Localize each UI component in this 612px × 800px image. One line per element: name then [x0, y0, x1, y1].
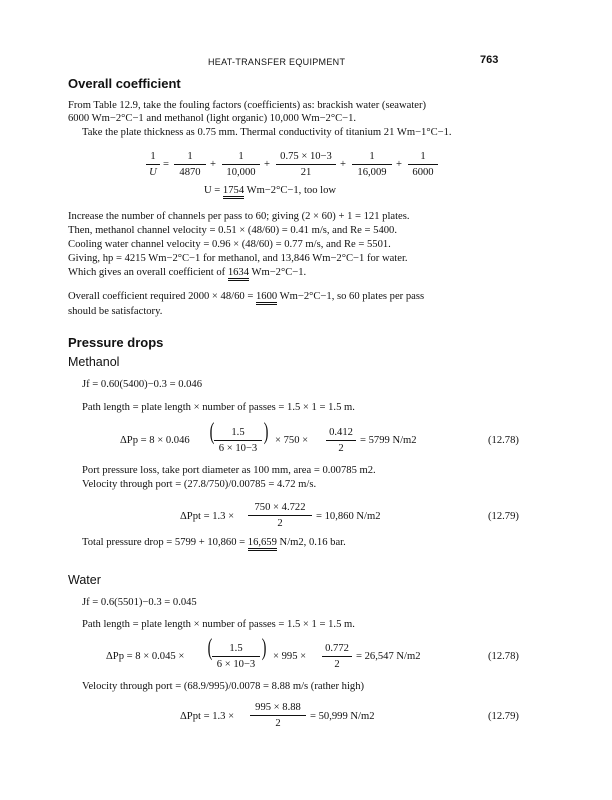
- equation-u-result: U = 1754 Wm−2°C−1, too low: [204, 184, 336, 199]
- fraction: 0.75 × 10−3 21: [276, 150, 336, 179]
- paragraph-line: Port pressure loss, take port diameter as 100 mm, area = 0.00785 m2.: [82, 465, 376, 476]
- paragraph-line: Path length = plate length × number of passes = 1.5 × 1 = 1.5 m.: [82, 402, 355, 413]
- paragraph-line: Giving, hp = 4215 Wm−2°C−1 for methanol, and 13,846 Wm−2°C−1 for water.: [68, 253, 408, 264]
- equation-number: (12.79): [488, 511, 519, 522]
- fraction: 1 4870: [174, 150, 206, 179]
- paragraph-line: From Table 12.9, take the fouling factors (coefficients) as: brackish water (seawater): [68, 100, 427, 111]
- result-value: 1754: [223, 185, 244, 199]
- equation-jf: Jf = 0.6(5501)−0.3 = 0.045: [82, 597, 197, 608]
- paragraph-line: Then, methanol channel velocity = 0.51 × (48/60) = 0.41 m/s, and Re = 5400.: [68, 225, 397, 236]
- fraction: 1 10,000: [222, 150, 260, 179]
- fraction: 1 16,009: [352, 150, 392, 179]
- fraction: 1.5 6 × 10−3: [214, 426, 262, 455]
- paragraph-line: Velocity through port = (68.9/995)/0.0078 = 8.88 m/s (rather high): [82, 681, 365, 692]
- page-number: 763: [480, 54, 499, 66]
- equation-number: (12.78): [488, 651, 519, 662]
- result-value: 16,659: [248, 537, 277, 551]
- fraction: 1 U: [146, 150, 160, 179]
- fraction: 0.772 2: [322, 642, 352, 671]
- fraction: 0.412 2: [326, 426, 356, 455]
- paragraph-line: Increase the number of channels per pass to 60; giving (2 × 60) + 1 = 121 plates.: [68, 211, 410, 222]
- paragraph-line: Path length = plate length × number of passes = 1.5 × 1 = 1.5 m.: [82, 619, 355, 630]
- paragraph-line: should be satisfactory.: [68, 306, 163, 317]
- fraction: 750 × 4.722 2: [248, 501, 312, 530]
- equation-number: (12.78): [488, 435, 519, 446]
- paragraph-line: Take the plate thickness as 0.75 mm. Thermal conductivity of titanium 21 Wm−1°C−1.: [82, 127, 452, 138]
- result-value: 1634: [228, 267, 249, 281]
- fraction: 995 × 8.88 2: [250, 701, 306, 730]
- equation-jf: Jf = 0.60(5400)−0.3 = 0.046: [82, 379, 203, 390]
- paragraph-line: Cooling water channel velocity = 0.96 × (48/60) = 0.77 m/s, and Re = 5501.: [68, 239, 391, 250]
- subsection-heading-water: Water: [68, 573, 101, 587]
- equation-number: (12.79): [488, 711, 519, 722]
- paragraph-line: Which gives an overall coefficient of 1634 Wm−2°C−1.: [68, 266, 306, 281]
- paragraph-line: Overall coefficient required 2000 × 48/60 = 1600 Wm−2°C−1, so 60 plates per pass: [68, 290, 424, 305]
- fraction: 1.5 6 × 10−3: [212, 642, 260, 671]
- running-header: HEAT-TRANSFER EQUIPMENT: [208, 57, 346, 67]
- section-heading-pressure: Pressure drops: [68, 335, 164, 350]
- paragraph-line: Velocity through port = (27.8/750)/0.00785 = 4.72 m/s.: [82, 479, 317, 490]
- result-value: 1600: [256, 291, 277, 305]
- paragraph-line: Total pressure drop = 5799 + 10,860 = 16,659 N/m2, 0.16 bar.: [82, 536, 346, 551]
- paragraph-line: 6000 Wm−2°C−1 and methanol (light organic) 10,000 Wm−2°C−1.: [68, 113, 357, 124]
- fraction: 1 6000: [408, 150, 438, 179]
- subsection-heading-methanol: Methanol: [68, 355, 120, 369]
- section-heading-overall: Overall coefficient: [68, 76, 181, 91]
